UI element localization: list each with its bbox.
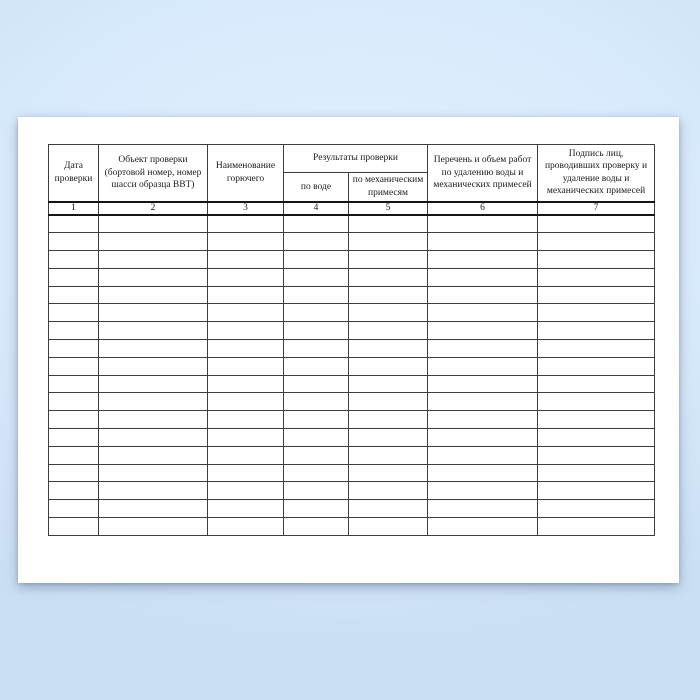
empty-cell	[99, 233, 208, 251]
empty-cell	[284, 268, 349, 286]
empty-cell	[49, 340, 99, 358]
empty-cell	[349, 322, 428, 340]
column-number: 3	[208, 202, 284, 216]
empty-cell	[284, 393, 349, 411]
empty-cell	[284, 500, 349, 518]
empty-cell	[208, 393, 284, 411]
column-number: 4	[284, 202, 349, 216]
empty-cell	[49, 446, 99, 464]
journal-header	[49, 145, 655, 216]
empty-cell	[538, 357, 655, 375]
empty-cell	[428, 357, 538, 375]
empty-cell	[208, 268, 284, 286]
empty-cell	[428, 482, 538, 500]
empty-cell	[208, 286, 284, 304]
table-row	[49, 322, 655, 340]
empty-cell	[49, 357, 99, 375]
col-header-removal-works: Перечень и объем работ по удалению воды и механических примесей	[428, 145, 538, 202]
empty-cell	[284, 429, 349, 447]
table-row	[49, 215, 655, 233]
empty-cell	[428, 429, 538, 447]
empty-cell	[99, 500, 208, 518]
col-header-results-group: Результаты проверки	[284, 145, 428, 173]
column-number-row	[49, 202, 655, 216]
empty-cell	[538, 375, 655, 393]
empty-cell	[99, 251, 208, 269]
empty-cell	[99, 464, 208, 482]
empty-cell	[428, 375, 538, 393]
empty-cell	[284, 340, 349, 358]
empty-cell	[208, 215, 284, 233]
table-row	[49, 268, 655, 286]
column-number: 5	[349, 202, 428, 216]
empty-cell	[99, 375, 208, 393]
empty-cell	[349, 482, 428, 500]
empty-cell	[99, 268, 208, 286]
empty-cell	[428, 464, 538, 482]
empty-cell	[99, 322, 208, 340]
empty-cell	[99, 482, 208, 500]
table-row	[49, 304, 655, 322]
empty-cell	[538, 251, 655, 269]
empty-cell	[349, 357, 428, 375]
empty-cell	[208, 304, 284, 322]
empty-cell	[99, 429, 208, 447]
empty-cell	[49, 304, 99, 322]
table-row	[49, 464, 655, 482]
empty-cell	[208, 251, 284, 269]
empty-cell	[538, 518, 655, 536]
empty-cell	[349, 411, 428, 429]
empty-cell	[349, 500, 428, 518]
empty-cell	[428, 251, 538, 269]
empty-cell	[284, 251, 349, 269]
empty-cell	[284, 375, 349, 393]
table-row	[49, 375, 655, 393]
empty-cell	[208, 340, 284, 358]
empty-cell	[208, 375, 284, 393]
empty-cell	[49, 500, 99, 518]
col-header-fuel-name: Наименование горючего	[208, 145, 284, 202]
empty-cell	[349, 393, 428, 411]
empty-cell	[49, 375, 99, 393]
col-header-signatures: Подпись лиц, проводивших проверку и удаление воды и механических примесей	[538, 145, 655, 202]
empty-cell	[208, 322, 284, 340]
empty-cell	[284, 304, 349, 322]
empty-cell	[349, 464, 428, 482]
empty-cell	[208, 357, 284, 375]
empty-cell	[284, 482, 349, 500]
empty-cell	[538, 500, 655, 518]
table-row	[49, 393, 655, 411]
empty-cell	[349, 518, 428, 536]
col-header-by-water: по воде	[284, 173, 349, 202]
empty-cell	[538, 340, 655, 358]
table-row	[49, 429, 655, 447]
empty-cell	[49, 268, 99, 286]
empty-cell	[284, 411, 349, 429]
empty-cell	[428, 393, 538, 411]
empty-cell	[349, 340, 428, 358]
empty-cell	[284, 215, 349, 233]
empty-cell	[49, 518, 99, 536]
empty-cell	[538, 304, 655, 322]
column-number: 2	[99, 202, 208, 216]
empty-cell	[538, 482, 655, 500]
empty-cell	[284, 446, 349, 464]
empty-cell	[428, 286, 538, 304]
empty-cell	[284, 322, 349, 340]
empty-cell	[349, 268, 428, 286]
empty-cell	[49, 251, 99, 269]
empty-cell	[349, 429, 428, 447]
empty-cell	[49, 215, 99, 233]
empty-cell	[428, 322, 538, 340]
empty-cell	[349, 375, 428, 393]
empty-cell	[428, 304, 538, 322]
inspection-journal-table	[48, 144, 655, 536]
empty-cell	[284, 286, 349, 304]
table-row	[49, 446, 655, 464]
empty-cell	[349, 304, 428, 322]
table-row	[49, 233, 655, 251]
column-number: 1	[49, 202, 99, 216]
empty-cell	[99, 446, 208, 464]
empty-cell	[538, 446, 655, 464]
empty-cell	[538, 429, 655, 447]
empty-cell	[208, 411, 284, 429]
empty-cell	[208, 482, 284, 500]
empty-cell	[538, 322, 655, 340]
empty-cell	[428, 233, 538, 251]
empty-cell	[284, 518, 349, 536]
empty-cell	[428, 340, 538, 358]
empty-cell	[208, 518, 284, 536]
empty-cell	[428, 268, 538, 286]
col-header-check-date: Дата проверки	[49, 145, 99, 202]
empty-cell	[99, 215, 208, 233]
empty-cell	[99, 411, 208, 429]
empty-cell	[208, 429, 284, 447]
table-row	[49, 518, 655, 536]
empty-cell	[49, 233, 99, 251]
empty-cell	[284, 464, 349, 482]
col-header-by-impurities: по механическим примесям	[349, 173, 428, 202]
empty-cell	[99, 304, 208, 322]
empty-cell	[349, 446, 428, 464]
empty-cell	[49, 411, 99, 429]
empty-cell	[538, 215, 655, 233]
empty-cell	[99, 518, 208, 536]
empty-cell	[349, 215, 428, 233]
empty-cell	[208, 233, 284, 251]
empty-cell	[538, 464, 655, 482]
column-number: 7	[538, 202, 655, 216]
table-row	[49, 357, 655, 375]
table-row	[49, 251, 655, 269]
table-row	[49, 411, 655, 429]
table-row	[49, 286, 655, 304]
journal-body	[49, 215, 655, 535]
empty-cell	[428, 446, 538, 464]
empty-cell	[538, 411, 655, 429]
empty-cell	[349, 233, 428, 251]
empty-cell	[99, 393, 208, 411]
empty-cell	[538, 393, 655, 411]
document-page	[18, 117, 679, 583]
empty-cell	[428, 411, 538, 429]
empty-cell	[208, 500, 284, 518]
empty-cell	[428, 500, 538, 518]
empty-cell	[428, 215, 538, 233]
empty-cell	[99, 340, 208, 358]
empty-cell	[349, 286, 428, 304]
empty-cell	[49, 393, 99, 411]
empty-cell	[284, 233, 349, 251]
empty-cell	[428, 518, 538, 536]
empty-cell	[208, 446, 284, 464]
empty-cell	[49, 482, 99, 500]
empty-cell	[49, 322, 99, 340]
table-row	[49, 482, 655, 500]
table-row	[49, 500, 655, 518]
empty-cell	[349, 251, 428, 269]
empty-cell	[49, 429, 99, 447]
empty-cell	[99, 357, 208, 375]
empty-cell	[538, 233, 655, 251]
column-number: 6	[428, 202, 538, 216]
table-row	[49, 340, 655, 358]
empty-cell	[49, 286, 99, 304]
empty-cell	[208, 464, 284, 482]
empty-cell	[284, 357, 349, 375]
col-header-check-object: Объект проверки (бортовой номер, номер шасси образца ВВТ)	[99, 145, 208, 202]
empty-cell	[538, 286, 655, 304]
empty-cell	[49, 464, 99, 482]
empty-cell	[99, 286, 208, 304]
empty-cell	[538, 268, 655, 286]
